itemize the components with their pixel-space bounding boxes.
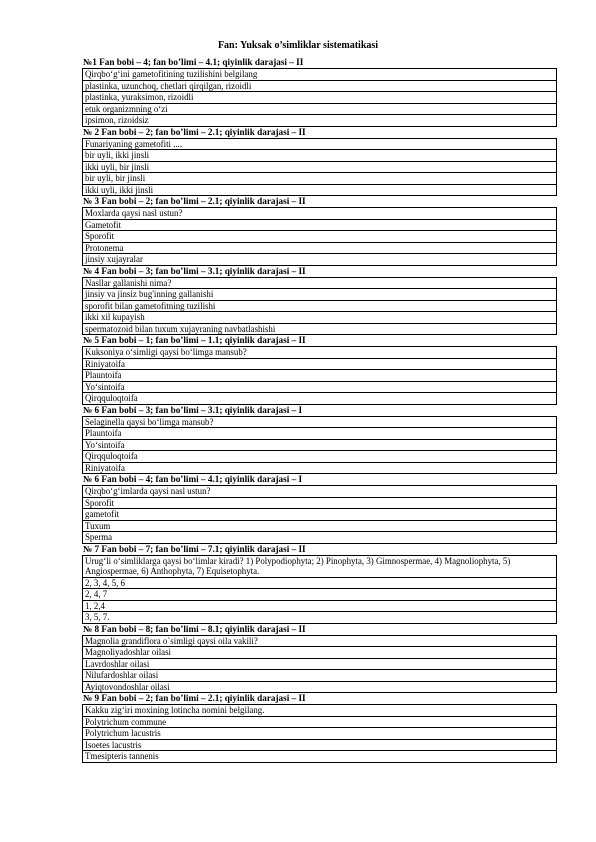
answer-option-row [83, 219, 557, 231]
answer-option: Yo‘sintoifa [83, 381, 557, 393]
answer-option: ikki uyli, bir jinsli [83, 161, 557, 173]
answer-option: Polytrichum commune [83, 716, 557, 728]
question-block [82, 474, 557, 544]
answer-option: plastinka, yuraksimon, rizoidli [83, 92, 557, 104]
question-table [82, 485, 557, 544]
answer-option: Yo‘sintoifa [83, 439, 557, 451]
question-header: № 6 Fan bobi – 3; fan bo’limi – 3.1; qiyinlik darajasi – I [83, 404, 303, 415]
answer-option-row [83, 92, 557, 104]
question-row [83, 277, 557, 289]
answer-option-row [83, 509, 557, 521]
question-table [82, 138, 557, 197]
answer-option: Polytrichum lacustris [83, 728, 557, 740]
question-header: № 8 Fan bobi – 8; fan bo’limi – 8.1; qiyinlik darajasi – II [83, 623, 306, 634]
answer-option: Tuxum [83, 520, 557, 532]
answer-option-row [83, 589, 557, 601]
question-block [82, 266, 557, 336]
question-row [83, 705, 557, 717]
question-header: № 4 Fan bobi – 3; fan bo’limi – 3.1; qiyinlik darajasi – II [83, 265, 306, 276]
answer-option: bir uyli, bir jinsli [83, 173, 557, 185]
question-row [83, 635, 557, 647]
answer-option-row [83, 739, 557, 751]
question-block [82, 196, 557, 266]
question-text: Funariyaning gametofiti .... [83, 138, 557, 150]
answer-option: Lavrdoshlar oilasi [83, 658, 557, 670]
answer-option: jinsiy xujayralar [83, 254, 557, 266]
answer-option: Plauntoifa [83, 370, 557, 382]
answer-option-row [83, 370, 557, 382]
question-row [83, 486, 557, 498]
question-text: Urug‘li o‘simliklarga qaysi bo‘limlar kiradi? 1) Polypodiophyta; 2) Pinophyta, 3) Gimnospermae, 4) Magnoliophyta, 5) Angiospermae, 6) Anthophyta, 7) Equisetophyta. [83, 555, 557, 577]
question-block [82, 693, 557, 763]
question-text: Qirqbo‘g‘imlarda qaysi nasl ustun? [83, 486, 557, 498]
answer-option: Isoetes lacustris [83, 739, 557, 751]
answer-option-row [83, 497, 557, 509]
answer-option: jinsiy va jinsiz bug'inning gallanishi [83, 289, 557, 301]
question-header: № 5 Fan bobi – 1; fan bo’limi – 1.1; qiyinlik darajasi – II [83, 335, 306, 345]
answer-option-row [83, 681, 557, 693]
question-block [82, 335, 557, 405]
answer-option-row [83, 115, 557, 127]
question-table [82, 416, 557, 475]
question-row [83, 555, 557, 577]
answer-option: Sporofit [83, 231, 557, 243]
answer-option-row [83, 577, 557, 589]
question-block [82, 57, 557, 127]
answer-option-row [83, 670, 557, 682]
answer-option: Tmesipteris tannenis [83, 751, 557, 763]
question-header: № 6 Fan bobi – 4; fan bo’limi – 4.1; qiyinlik darajasi – I [83, 474, 303, 484]
question-text: Selaginella qaysi bo‘limga mansub? [83, 416, 557, 428]
question-text: Magnolia grandiflora o`simligi qaysi oila vakili? [83, 635, 557, 647]
question-header: № 3 Fan bobi – 2; fan bo’limi – 2.1; qiyinlik darajasi – II [83, 196, 306, 206]
answer-option: Sporofit [83, 497, 557, 509]
answer-option: plastinka, uzunchoq, chetlari qirqilgan, rizoidli [83, 80, 557, 92]
answer-option: Gametofit [83, 219, 557, 231]
answer-option-row [83, 658, 557, 670]
answer-option: ipsimon, rizoidsiz [83, 115, 557, 127]
question-header: № 2 Fan bobi – 2; fan bo’limi – 2.1; qiyinlik darajasi – II [83, 126, 306, 137]
question-table [82, 68, 557, 127]
question-block [82, 405, 557, 475]
answer-option: Qirqquloqtoifa [83, 451, 557, 463]
answer-option-row [83, 80, 557, 92]
question-table [82, 555, 557, 624]
question-block [82, 624, 557, 694]
question-table [82, 277, 557, 336]
answer-option-row [83, 381, 557, 393]
question-text: Moxlarda qaysi nasl ustun? [83, 208, 557, 220]
answer-option-row [83, 728, 557, 740]
answer-option: spermatozoid bilan tuxum xujayraning navbatlashishi [83, 323, 557, 335]
question-row [83, 347, 557, 359]
page-title: Fan: Yuksak o’simliklar sistematikasi [217, 40, 379, 51]
answer-option: Qirqquloqtoifa [83, 393, 557, 405]
answer-option: Sperma [83, 532, 557, 544]
answer-option-row [83, 300, 557, 312]
answer-option: ikki uyli, ikki jinsli [83, 184, 557, 196]
answer-option: sporofit bilan gametofitning tuzilishi [83, 300, 557, 312]
answer-option-row [83, 184, 557, 196]
answer-option-row [83, 103, 557, 115]
question-text: Nasllar gallanishi nima? [83, 277, 557, 289]
answer-option-row [83, 173, 557, 185]
answer-option-row [83, 323, 557, 335]
answer-option-row [83, 242, 557, 254]
question-table [82, 346, 557, 405]
question-header: № 9 Fan bobi – 2; fan bo’limi – 2.1; qiyinlik darajasi – II [83, 693, 306, 703]
answer-option: etuk organizmning o‘zi [83, 103, 557, 115]
answer-option-row [83, 150, 557, 162]
answer-option: 1, 2,4 [83, 600, 557, 612]
answer-option-row [83, 751, 557, 763]
question-header: № 7 Fan bobi – 7; fan bo’limi – 7.1; qiyinlik darajasi – II [83, 543, 306, 554]
answer-option: bir uyli, ikki jinsli [83, 150, 557, 162]
answer-option-row [83, 289, 557, 301]
answer-option-row [83, 612, 557, 624]
question-text: Kuksoniya o‘simligi qaysi bo‘limga mansub? [83, 347, 557, 359]
answer-option: Riniyatoifa [83, 462, 557, 474]
answer-option-row [83, 600, 557, 612]
answer-option: Ayiqtovondoshlar oilasi [83, 681, 557, 693]
answer-option: Plauntoifa [83, 428, 557, 440]
answer-option: Nilufardoshlar oilasi [83, 670, 557, 682]
answer-option-row [83, 358, 557, 370]
answer-option-row [83, 462, 557, 474]
question-row [83, 69, 557, 81]
answer-option-row [83, 393, 557, 405]
question-row [83, 416, 557, 428]
answer-option-row [83, 532, 557, 544]
question-block [82, 127, 557, 197]
question-block [82, 544, 557, 624]
answer-option: 3, 5, 7. [83, 612, 557, 624]
question-row [83, 138, 557, 150]
answer-option: gametofit [83, 509, 557, 521]
answer-option: 2, 4, 7 [83, 589, 557, 601]
answer-option-row [83, 161, 557, 173]
answer-option: Protonema [83, 242, 557, 254]
question-table [82, 704, 557, 763]
answer-option-row [83, 451, 557, 463]
answer-option: Riniyatoifa [83, 358, 557, 370]
answer-option-row [83, 716, 557, 728]
answer-option-row [83, 231, 557, 243]
answer-option-row [83, 647, 557, 659]
question-sheet [82, 57, 557, 763]
question-table [82, 207, 557, 266]
question-row [83, 208, 557, 220]
answer-option: Magnoliyadoshlar oilasi [83, 647, 557, 659]
answer-option-row [83, 439, 557, 451]
answer-option: 2, 3, 4, 5, 6 [83, 577, 557, 589]
answer-option-row [83, 520, 557, 532]
question-header: №1 Fan bobi – 4; fan bo’limi – 4.1; qiyinlik darajasi – II [83, 57, 304, 67]
answer-option-row [83, 254, 557, 266]
question-text: Qirqbo‘g‘ini gametofitining tuzilishini belgilang [83, 69, 557, 81]
answer-option: ikki xil kupayish [83, 312, 557, 324]
answer-option-row [83, 312, 557, 324]
answer-option-row [83, 428, 557, 440]
question-table [82, 635, 557, 694]
question-text: Kakku zig‘iri moxining lotincha nomini belgilang. [83, 705, 557, 717]
